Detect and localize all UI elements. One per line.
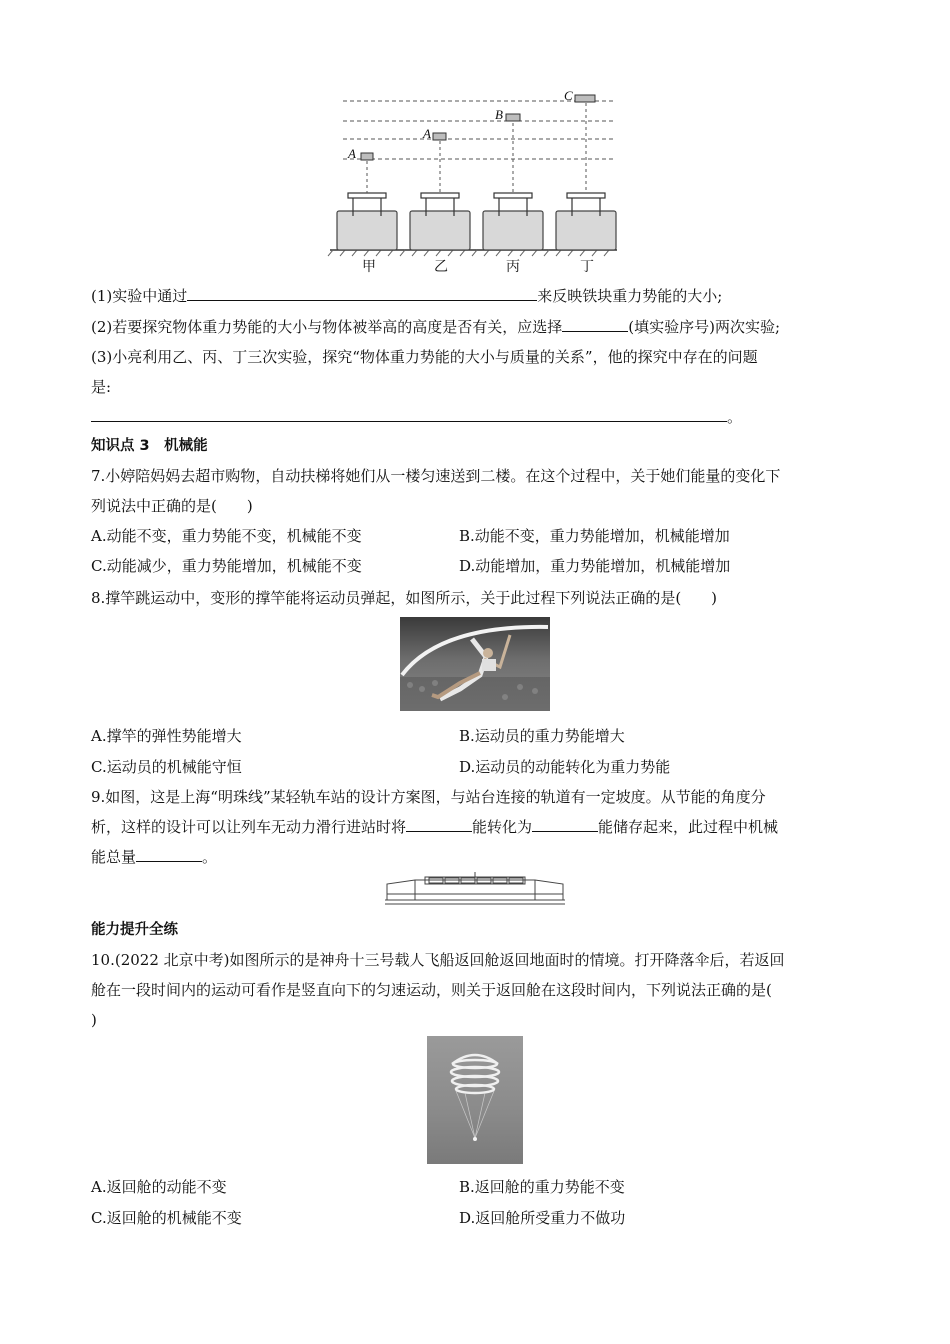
block-label-a1: A xyxy=(348,146,356,161)
block-label-c: C xyxy=(564,88,573,103)
label-ding: 丁 xyxy=(580,259,594,275)
q6-blank-3[interactable] xyxy=(91,407,727,422)
q10-option-d[interactable]: D.返回舱所受重力不做功 xyxy=(459,1209,626,1227)
q9-stem-line3: 能总量 。 xyxy=(91,848,218,866)
q8-option-b[interactable]: B.运动员的重力势能增大 xyxy=(459,727,625,745)
q7-option-d[interactable]: D.动能增加，重力势能增加，机械能增加 xyxy=(459,557,731,575)
q10-option-b[interactable]: B.返回舱的重力势能不变 xyxy=(459,1178,625,1196)
label-bing: 丙 xyxy=(506,259,520,275)
q6-part1: (1)实验中通过 来反映铁块重力势能的大小; xyxy=(91,287,723,305)
label-yi: 乙 xyxy=(434,259,448,275)
parachute-photo xyxy=(427,1036,523,1164)
q6-blank-1[interactable] xyxy=(187,286,537,301)
q10-stem-line1: 10.(2022 北京中考)如图所示的是神舟十三号载人飞船返回舱返回地面时的情境。打开降落伞后，若返回 xyxy=(91,951,785,969)
label-jia: 甲 xyxy=(362,259,376,275)
q7-option-c[interactable]: C.动能减少，重力势能增加，机械能不变 xyxy=(91,557,362,575)
section-ability-title: 能力提升全练 xyxy=(91,922,178,938)
q10-option-a[interactable]: A.返回舱的动能不变 xyxy=(91,1178,227,1196)
q10-stem-line3: ) xyxy=(91,1011,97,1029)
q6-part3-line2: 是: xyxy=(91,378,112,396)
block-label-a2: A xyxy=(423,126,431,141)
station-figure xyxy=(385,870,565,908)
q8-stem-line1: 8.撑竿跳运动中，变形的撑竿能将运动员弹起，如图所示，关于此过程下列说法正确的是( ) xyxy=(91,589,718,607)
q7-option-b[interactable]: B.动能不变，重力势能增加，机械能增加 xyxy=(459,527,730,545)
q8-option-a[interactable]: A.撑竿的弹性势能增大 xyxy=(91,727,242,745)
q6-part2: (2)若要探究物体重力势能的大小与物体被举高的高度是否有关，应选择 (填实验序号)两次实验; xyxy=(91,318,781,336)
q10-option-c[interactable]: C.返回舱的机械能不变 xyxy=(91,1209,242,1227)
q9-blank-2[interactable] xyxy=(532,817,598,832)
q7-stem-line1: 7.小婷陪妈妈去超市购物，自动扶梯将她们从一楼匀速送到二楼。在这个过程中，关于她们能量的变化下 xyxy=(91,467,781,485)
q6-part3-answer: 。 xyxy=(91,407,742,427)
q8-option-c[interactable]: C.运动员的机械能守恒 xyxy=(91,758,242,776)
experiment-figure xyxy=(325,86,625,278)
block-label-b: B xyxy=(495,107,503,122)
q6-part3-line1: (3)小亮利用乙、丙、丁三次实验，探究“物体重力势能的大小与质量的关系”，他的探究中存在的问题 xyxy=(91,348,758,366)
section-3-title: 知识点 3 机械能 xyxy=(91,438,208,454)
q9-stem-line2: 析，这样的设计可以让列车无动力滑行进站时将 能转化为 能储存起来，此过程中机械 xyxy=(91,818,779,836)
q6-blank-2[interactable] xyxy=(562,317,628,332)
pole-vault-photo xyxy=(400,617,550,711)
q8-option-d[interactable]: D.运动员的动能转化为重力势能 xyxy=(459,758,671,776)
q10-stem-line2: 舱在一段时间内的运动可看作是竖直向下的匀速运动，则关于返回舱在这段时间内，下列说法正确的是( xyxy=(91,981,772,999)
q7-stem-line2: 列说法中正确的是( ) xyxy=(91,497,253,515)
q7-option-a[interactable]: A.动能不变，重力势能不变，机械能不变 xyxy=(91,527,362,545)
q9-blank-3[interactable] xyxy=(136,847,202,862)
q9-blank-1[interactable] xyxy=(406,817,472,832)
q9-stem-line1: 9.如图，这是上海“明珠线”某轻轨车站的设计方案图，与站台连接的轨道有一定坡度。从节能的角度分 xyxy=(91,788,766,806)
